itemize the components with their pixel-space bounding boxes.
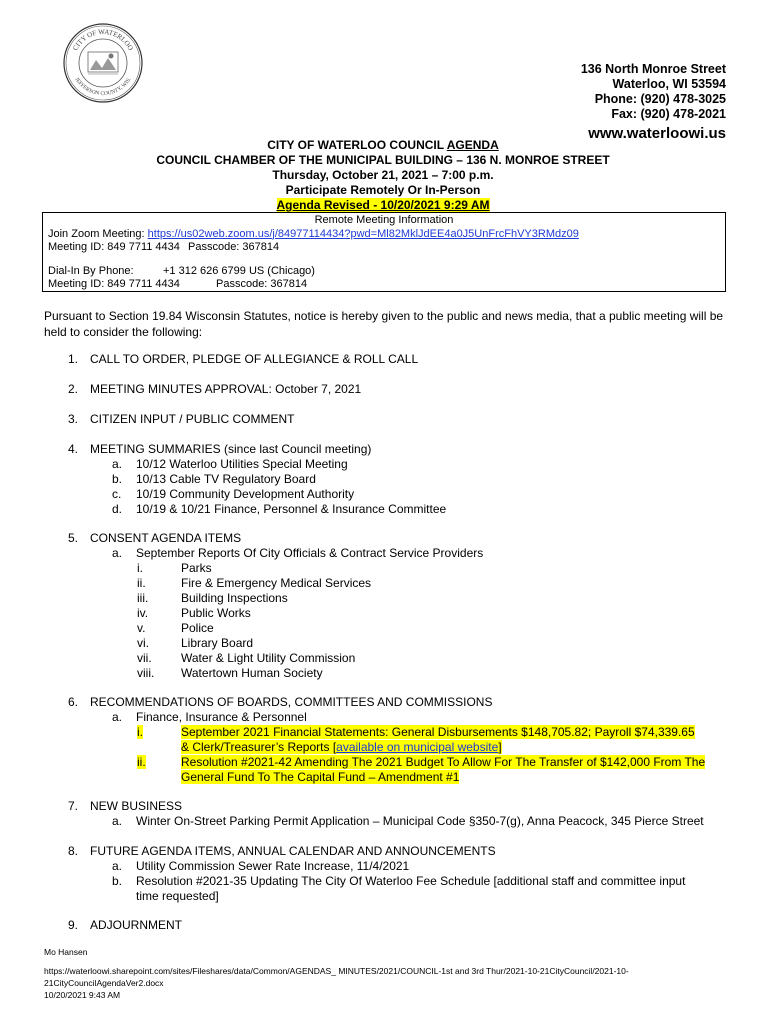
roman-numeral: vi. <box>137 636 149 650</box>
dial-in-credentials <box>48 278 720 292</box>
item-title: RECOMMENDATIONS OF BOARDS, COMMITTEES AND COMMISSIONS <box>90 695 493 709</box>
agenda-item-8 <box>44 844 728 904</box>
zoom-credentials <box>48 241 720 255</box>
agenda-item-4 <box>44 442 728 517</box>
roman-text: Library Board <box>181 636 254 650</box>
seal-bottom-text: JEFFERSON COUNTY, WIS. <box>73 76 133 98</box>
roman-text: Fire & Emergency Medical Services <box>181 576 372 590</box>
sub-text: 10/19 & 10/21 Finance, Personnel & Insurance Committee <box>136 502 447 516</box>
public-notice-paragraph: Pursuant to Section 19.84 Wisconsin Statutes, notice is hereby given to the public and news media, that a public meeting will be held to consider the following: <box>44 309 724 339</box>
agenda-item-3 <box>44 412 728 427</box>
author-name: Mo Hansen <box>44 947 88 957</box>
roman-item <box>137 636 728 651</box>
file-path-line2: 21CityCouncilAgendaVer2.docx <box>44 978 164 988</box>
roman-numeral: ii. <box>137 755 146 769</box>
sub-letter: a. <box>112 814 123 828</box>
street-address: 136 North Monroe Street <box>580 62 726 76</box>
sub-item <box>112 472 728 487</box>
sub-item <box>112 710 728 725</box>
dial-in-line <box>48 265 720 279</box>
item-number: 6. <box>68 695 79 709</box>
revision-notice: Agenda Revised - 10/20/2021 9:29 AM <box>276 198 490 212</box>
roman-numeral: v. <box>137 621 146 635</box>
item-title: CITIZEN INPUT / PUBLIC COMMENT <box>90 412 295 426</box>
sub-item <box>112 487 728 502</box>
sub-item <box>112 546 728 561</box>
zoom-link[interactable]: https://us02web.zoom.us/j/84977114434?pwd=Ml82MklJdEE4a0J5UnFrcFhVY3RMdz09 <box>147 227 579 240</box>
seal-top-text: CITY OF WATERLOO <box>71 27 135 52</box>
agenda-item-6 <box>44 695 728 785</box>
roman-numeral: iv. <box>137 606 149 620</box>
sub-item <box>112 502 728 517</box>
roman-item <box>137 666 728 681</box>
roman-item <box>137 576 728 591</box>
sub-text: 10/13 Cable TV Regulatory Board <box>136 472 316 486</box>
sub-letter: a. <box>112 546 123 560</box>
city-state-zip: Waterloo, WI 53594 <box>612 77 726 91</box>
roman-text: Police <box>181 621 214 635</box>
item-title: FUTURE AGENDA ITEMS, ANNUAL CALENDAR AND ANNOUNCEMENTS <box>90 844 496 858</box>
phone-number: Phone: (920) 478-3025 <box>594 92 726 106</box>
municipal-website-link[interactable]: available on municipal website <box>336 740 499 754</box>
sub-text: 10/12 Waterloo Utilities Special Meeting <box>136 457 348 471</box>
agenda-item-7 <box>44 799 728 829</box>
sub-letter: a. <box>112 710 123 724</box>
roman-numeral: i. <box>137 561 143 575</box>
roman-numeral: i. <box>137 725 143 739</box>
sub-text: Utility Commission Sewer Rate Increase, 11/4/2021 <box>136 859 410 873</box>
agenda-title <box>40 138 726 153</box>
fax-number: Fax: (920) 478-2021 <box>611 107 726 121</box>
agenda-title-underlined: AGENDA <box>446 138 499 152</box>
meeting-datetime: Thursday, October 21, 2021 – 7:00 p.m. <box>272 168 494 182</box>
agenda-item-9 <box>44 918 728 933</box>
sub-letter: a. <box>112 859 123 873</box>
sub-letter: d. <box>112 502 123 516</box>
item-title: NEW BUSINESS <box>90 799 183 813</box>
remote-meeting-box <box>42 212 726 292</box>
item-number: 9. <box>68 918 79 932</box>
item-title: CONSENT AGENDA ITEMS <box>90 531 242 545</box>
zoom-label: Join Zoom Meeting: <box>48 227 148 240</box>
sub-text: September Reports Of City Officials & Contract Service Providers <box>136 546 484 560</box>
roman-text: Parks <box>181 561 212 575</box>
zoom-line <box>48 228 720 242</box>
agenda-title-prefix: CITY OF WATERLOO COUNCIL <box>267 138 447 152</box>
agenda-item-2 <box>44 382 728 397</box>
roman-item <box>137 621 728 636</box>
item-number: 3. <box>68 412 79 426</box>
roman-text-line1: September 2021 Financial Statements: General Disbursements $148,705.82; Payroll $74,339.65 <box>181 725 695 739</box>
roman-numeral: vii. <box>137 651 152 665</box>
website-link[interactable]: www.waterloowi.us <box>588 125 726 142</box>
remote-meeting-header: Remote Meeting Information <box>314 214 454 226</box>
passcode-2: Passcode: 367814 <box>216 278 308 290</box>
roman-numeral: viii. <box>137 666 155 680</box>
sub-text: 10/19 Community Development Authority <box>136 487 355 501</box>
address-block <box>581 62 726 143</box>
roman-item-highlighted <box>137 755 728 785</box>
file-path-line1: https://waterloowi.sharepoint.com/sites/Fileshares/data/Common/AGENDAS_ MINUTES/2021/COUNCIL-1st and 3rd Thur/2021-10-21CityCouncil/2021-10- <box>44 966 629 976</box>
roman-text-line2: General Fund To The Capital Fund – Amendment #1 <box>181 770 460 784</box>
roman-text: Building Inspections <box>181 591 288 605</box>
roman-text-line2: & Clerk/Treasurer’s Reports [ <box>181 740 337 754</box>
sub-letter: a. <box>112 457 123 471</box>
sub-item <box>112 859 728 874</box>
item-title: MEETING MINUTES APPROVAL: October 7, 2021 <box>90 382 362 396</box>
sub-text: Finance, Insurance & Personnel <box>136 710 307 724</box>
item-title: MEETING SUMMARIES (since last Council meeting) <box>90 442 372 456</box>
item-number: 8. <box>68 844 79 858</box>
sub-item <box>112 457 728 472</box>
item-number: 7. <box>68 799 79 813</box>
roman-text: Watertown Human Society <box>181 666 323 680</box>
item-number: 5. <box>68 531 79 545</box>
meeting-location: COUNCIL CHAMBER OF THE MUNICIPAL BUILDING – 136 N. MONROE STREET <box>156 153 610 167</box>
print-timestamp: 10/20/2021 9:43 AM <box>44 990 121 1000</box>
document-footer <box>44 946 734 1001</box>
sub-text-line1: Resolution #2021-35 Updating The City Of Waterloo Fee Schedule [additional staff and committee input <box>136 874 686 888</box>
item-number: 4. <box>68 442 79 456</box>
item-title: CALL TO ORDER, PLEDGE OF ALLEGIANCE & ROLL CALL <box>90 352 419 366</box>
agenda-title-block <box>40 138 726 213</box>
roman-text: Public Works <box>181 606 251 620</box>
roman-item <box>137 561 728 576</box>
roman-item <box>137 651 728 666</box>
sub-text-line2: time requested] <box>136 889 219 903</box>
item-title: ADJOURNMENT <box>90 918 182 932</box>
sub-item <box>112 814 728 829</box>
meeting-id-2: Meeting ID: 849 7711 4434 <box>48 278 180 290</box>
roman-item <box>137 606 728 621</box>
roman-text: Water & Light Utility Commission <box>181 651 356 665</box>
sub-text: Winter On-Street Parking Permit Application – Municipal Code §350-7(g), Anna Peacock, 345 Pierce Street <box>136 814 704 828</box>
roman-text-line1: Resolution #2021-42 Amending The 2021 Budget To Allow For The Transfer of $142,000 From The <box>181 755 706 769</box>
agenda-item-5 <box>44 531 728 681</box>
participation-note: Participate Remotely Or In-Person <box>285 183 481 197</box>
roman-numeral: iii. <box>137 591 149 605</box>
roman-text-suffix: ] <box>498 740 502 754</box>
sub-item <box>112 874 728 904</box>
meeting-id: Meeting ID: 849 7711 4434 <box>48 241 180 253</box>
sub-letter: c. <box>112 487 122 501</box>
city-seal-logo <box>62 22 144 104</box>
roman-item <box>137 591 728 606</box>
roman-item-highlighted <box>137 725 728 755</box>
sub-letter: b. <box>112 874 123 888</box>
agenda-item-1 <box>44 352 728 367</box>
item-number: 1. <box>68 352 79 366</box>
sub-letter: b. <box>112 472 123 486</box>
item-number: 2. <box>68 382 79 396</box>
dial-in-label: Dial-In By Phone: <box>48 264 134 277</box>
passcode: Passcode: 367814 <box>188 241 280 253</box>
roman-numeral: ii. <box>137 576 146 590</box>
dial-in-number: +1 312 626 6799 US (Chicago) <box>163 264 315 277</box>
